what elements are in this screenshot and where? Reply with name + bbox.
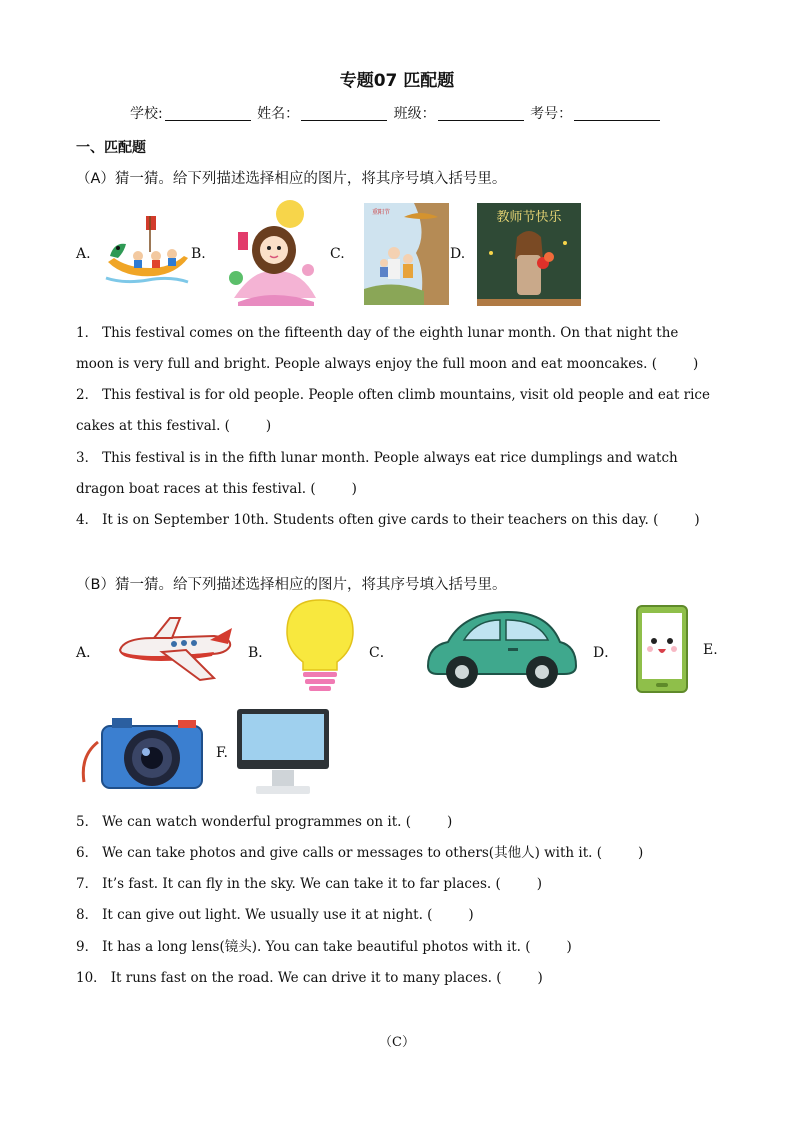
part-b-option-a: A．: [76, 645, 101, 661]
part-a-option-d: D.: [450, 246, 466, 262]
answer-paren-close: ): [566, 939, 572, 955]
answer-paren-close: ): [468, 907, 474, 923]
name-label: 姓名：: [257, 106, 300, 122]
question-number: 5．: [76, 814, 99, 830]
computer-monitor-picture: [236, 708, 330, 796]
exam-number-label: 考号：: [530, 106, 573, 122]
question-number: 10．: [76, 970, 107, 986]
car-picture: [424, 606, 578, 692]
student-info-line: [130, 103, 662, 123]
question-1: [76, 318, 716, 380]
question-5: [76, 807, 716, 838]
answer-paren-close: ): [638, 845, 644, 861]
part-b-option-d: D．: [593, 645, 619, 661]
answer-paren-close: ): [694, 512, 700, 528]
question-text: This festival is in the fifth lunar month. People always eat rice dumplings and watch dragon boat races at this festival. (: [76, 450, 678, 497]
school-label: 学校:: [130, 106, 163, 122]
answer-paren-close: ): [351, 481, 357, 497]
dragon-boat-picture: [104, 212, 190, 288]
question-text: It runs fast on the road. We can drive it to many places. (: [110, 970, 502, 986]
answer-paren-close: ): [446, 814, 453, 830]
answer-paren-close: ): [265, 418, 272, 434]
airplane-picture: [114, 610, 234, 684]
part-a-option-b: B.: [191, 246, 206, 262]
question-3: [76, 443, 716, 505]
part-a-option-a: A.: [76, 246, 91, 262]
mobile-phone-picture: [636, 605, 688, 693]
question-number: 4．: [76, 512, 99, 528]
part-a-option-c: C.: [330, 246, 345, 262]
question-text: It’s fast. It can fly in the sky. We can take it to far places. (: [102, 876, 501, 892]
section-heading: 一、匹配题: [76, 140, 146, 156]
page-title: 专题07 匹配题: [339, 71, 455, 91]
page-footer: （C）: [379, 1035, 415, 1050]
answer-paren-close: ): [537, 970, 543, 986]
question-10: [76, 963, 716, 994]
mid-autumn-picture: [224, 198, 324, 306]
part-b-option-f: F.: [216, 745, 228, 761]
answer-paren-close: ): [536, 876, 543, 892]
question-text: We can take photos and give calls or messages to others(其他人) with it. (: [102, 845, 603, 861]
teachers-day-picture: [477, 203, 581, 306]
teachers-day-banner: 教师节快乐: [496, 210, 562, 225]
question-number: 3．: [76, 450, 99, 466]
answer-paren-close: ): [692, 356, 699, 372]
question-9: [76, 932, 716, 963]
part-b-option-e: E.: [703, 642, 718, 658]
question-text: It can give out light. We usually use it at night. (: [102, 907, 433, 923]
question-6: [76, 838, 716, 869]
part-a-instruction: （A）猜一猜。给下列描述选择相应的图片，将其序号填入括号里。: [76, 171, 507, 187]
class-blank[interactable]: [438, 106, 524, 121]
question-7: [76, 869, 716, 900]
question-text: It has a long lens(镜头). You can take beautiful photos with it. (: [102, 939, 531, 955]
question-number: 2．: [76, 387, 99, 403]
question-number: 9．: [76, 939, 99, 955]
question-2: [76, 380, 716, 442]
question-number: 7．: [76, 876, 99, 892]
school-blank[interactable]: [165, 106, 251, 121]
name-blank[interactable]: [301, 106, 387, 121]
exam-number-blank[interactable]: [574, 106, 660, 121]
light-bulb-picture: [285, 598, 355, 696]
part-b-option-b: B．: [248, 645, 273, 661]
question-text: It is on September 10th. Students often give cards to their teachers on this day. (: [102, 512, 659, 528]
double-ninth-sign: 重阳节: [371, 209, 390, 216]
question-number: 8．: [76, 907, 99, 923]
part-b-option-c: C．: [369, 645, 394, 661]
class-label: 班级：: [393, 106, 436, 122]
question-4: [76, 505, 716, 536]
question-text: This festival is for old people. People often climb mountains, visit old people and eat rice cakes at this festival. (: [76, 387, 710, 434]
question-text: This festival comes on the fifteenth day of the eighth lunar month. On that night the moon is very full and bright. People always enjoy the full moon and eat mooncakes. (: [76, 325, 679, 372]
question-number: 6．: [76, 845, 99, 861]
question-text: We can watch wonderful programmes on it. (: [102, 814, 411, 830]
double-ninth-picture: [364, 203, 449, 305]
camera-picture: [78, 712, 206, 790]
question-8: [76, 900, 716, 931]
part-b-instruction: （B）猜一猜。给下列描述选择相应的图片，将其序号填入括号里。: [76, 577, 507, 593]
question-number: 1．: [76, 325, 99, 341]
